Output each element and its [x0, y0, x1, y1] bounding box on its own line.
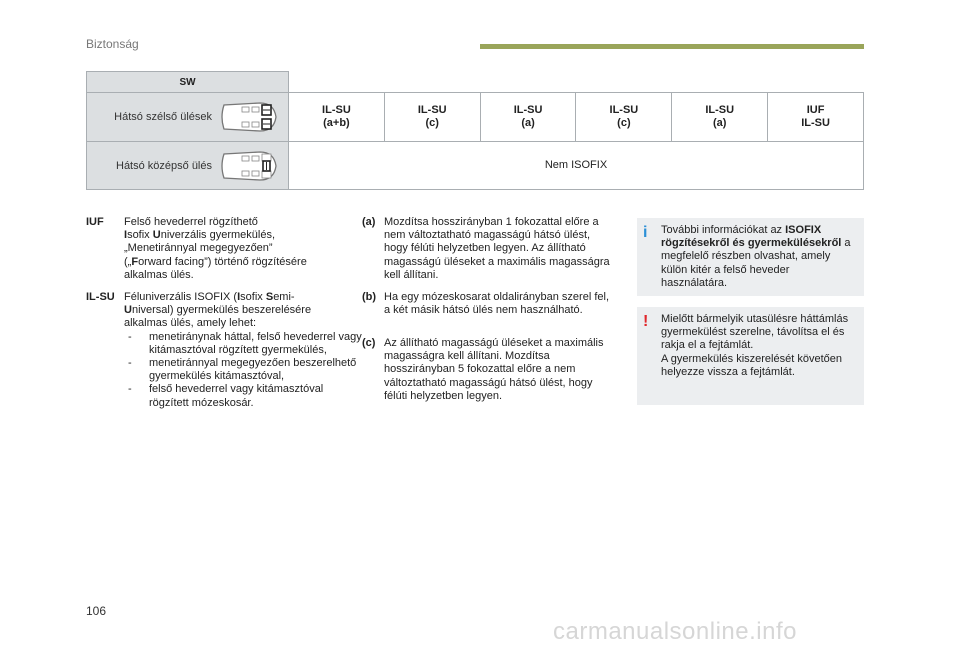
table-cell: IL-SU (a+b): [289, 93, 385, 142]
list-item: - felső hevederrel vagy kitámasztóval rögzített mózeskosár.: [124, 383, 364, 409]
row-label-outer-seats: [87, 93, 289, 142]
definition-line: „Menetiránnyal megegyezően”: [124, 242, 273, 255]
definition-line: Universal) gyermekülés beszerelésére: [124, 304, 312, 317]
definition-line: alkalmas ülés.: [124, 268, 194, 281]
isofix-table: [86, 71, 864, 190]
info-text: További információkat az: [661, 224, 786, 236]
table-cell: Nem ISOFIX: [289, 142, 864, 190]
info-text: a megfelelő részben olvashat, amely külön kitér a felső heveder használatára.: [661, 237, 851, 289]
definition-term: IL-SU: [86, 291, 115, 303]
table-header-sw: SW: [87, 72, 289, 93]
definition-term: IUF: [86, 216, 104, 228]
page-number: 106: [86, 604, 107, 618]
table-cell: IL-SU (c): [576, 93, 672, 142]
note-term: (a): [362, 216, 376, 228]
table-row: [87, 93, 864, 142]
warning-box: [637, 307, 864, 405]
warning-icon: !: [643, 313, 649, 330]
section-title: Biztonság: [86, 37, 139, 51]
section-divider: [480, 44, 864, 49]
table-header-empty: [289, 72, 864, 93]
info-bold-text: ISOFIX rögzítésekről és gyermekülésekről: [661, 224, 842, 250]
info-box: [637, 218, 864, 296]
definition-line: Féluniverzális ISOFIX (Isofix Semi-: [124, 291, 295, 303]
note-text: Ha egy mózeskosarat oldalirányban szerel fel, a két másik hátsó ülés nem használható.: [384, 291, 610, 317]
table-row: [87, 142, 864, 190]
warning-text: Mielőtt bármelyik utasülésre háttámlás gyermekülést szerelne, távolítsa el és rakja el a fejtámlát.: [661, 313, 849, 352]
car-seat-outer-icon: [218, 97, 280, 137]
watermark: carmanualsonline.info: [553, 618, 797, 645]
table-cell: IL-SU (c): [384, 93, 480, 142]
warning-text: A gyermekülés kiszerelését követően helyezze vissza a fejtámlát.: [661, 352, 842, 378]
note-text: Mozdítsa hosszirányban 1 fokozattal előre a nem változtatható magasságú hátsó ülést, hogy félúti helyzetben legyen. Az állítható magasságú üléseket a maximális magasságra kell állítani.: [384, 216, 610, 281]
table-cell: IL-SU (a): [672, 93, 768, 142]
row-label-middle-seat: [87, 142, 289, 190]
note-text: Az állítható magasságú üléseket a maximális magasságra kell állítani. Mozdítsa hosszirányban 5 fokozattal előre a nem változtatható magasságú hátsó ülést, hogy félúti helyzetben legyen.: [384, 337, 604, 402]
list-item: - menetiránynak háttal, felső hevederrel vagy kitámasztóval rögzített gyermekülés,: [124, 331, 364, 357]
definition-line: Felső hevederrel rögzíthető: [124, 216, 258, 228]
car-seat-middle-icon: [218, 146, 280, 186]
note-term: (b): [362, 291, 377, 303]
list-item: - menetiránnyal megegyezően beszerelhető gyermekülés kitámasztóval,: [124, 357, 364, 383]
row-label-text: Hátsó középső ülés: [116, 159, 212, 172]
note-term: (c): [362, 337, 376, 349]
definition-iuf: [86, 216, 366, 281]
info-icon: i: [643, 224, 648, 241]
row-label-text: Hátsó szélső ülések: [114, 111, 212, 123]
seat-type-list: [124, 331, 364, 410]
definition-line: Isofix Univerzális gyermekülés,: [124, 229, 276, 242]
table-cell: IUF IL-SU: [768, 93, 864, 142]
table-cell: IL-SU (a): [480, 93, 576, 142]
definition-line: alkalmas ülés, amely lehet:: [124, 317, 257, 330]
definition-line: („Forward facing”) történő rögzítésére: [124, 255, 307, 268]
